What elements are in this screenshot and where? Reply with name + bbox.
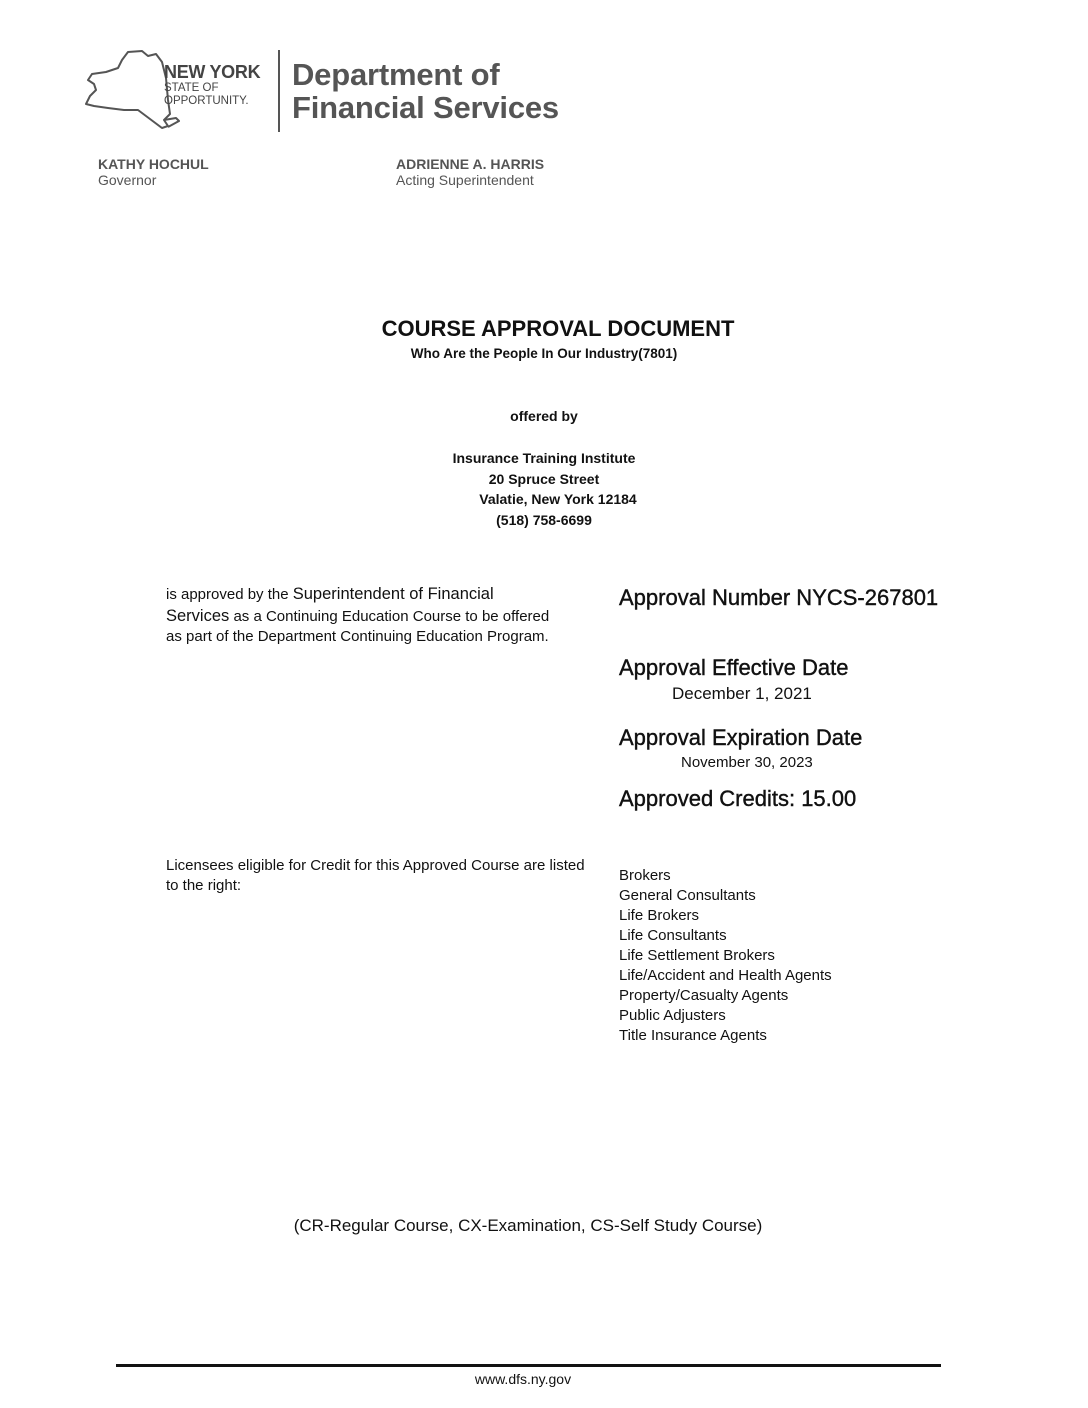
superintendent-title: Acting Superintendent — [396, 172, 534, 188]
footer-url: www.dfs.ny.gov — [474, 1371, 572, 1387]
offered-by-label: offered by — [510, 408, 578, 424]
logo-tagline-line1: STATE OF — [164, 82, 219, 94]
provider-name: Insurance Training Institute — [452, 450, 636, 466]
provider-street: 20 Spruce Street — [488, 470, 600, 487]
document-title: COURSE APPROVAL DOCUMENT — [381, 316, 735, 341]
governor-title: Governor — [98, 172, 157, 188]
logo-tagline — [164, 82, 249, 108]
department-name — [292, 58, 559, 124]
course-type-legend: (CR-Regular Course, CX-Examination, CS-Self Study Course) — [293, 1216, 763, 1235]
department-name-line1: Department of — [292, 57, 500, 92]
list-item: Public Adjusters — [619, 1007, 726, 1024]
licensee-list — [619, 866, 832, 1046]
logo-tagline-line2: OPPORTUNITY. — [164, 95, 249, 107]
approval-statement-part2: as a Continuing Education Course to be offered as part of the Department Continuing Education Program. — [166, 607, 550, 645]
list-item: Life Brokers — [619, 907, 700, 924]
course-name: Who Are the People In Our Industry(7801) — [410, 346, 678, 361]
approved-credits: Approved Credits: 15.00 — [619, 786, 857, 811]
list-item: General Consultants — [619, 887, 756, 904]
list-item: Title Insurance Agents — [619, 1027, 767, 1044]
governor-name: KATHY HOCHUL — [98, 156, 209, 172]
logo-divider — [278, 50, 280, 132]
list-item: Brokers — [619, 867, 671, 884]
provider-phone: (518) 758-6699 — [496, 511, 592, 528]
governor-block — [98, 156, 209, 188]
list-item: Life Settlement Brokers — [619, 947, 775, 964]
superintendent-block — [396, 156, 544, 188]
approval-statement-big2: Services — [166, 606, 230, 625]
list-item: Life/Accident and Health Agents — [619, 967, 832, 984]
effective-date-label: Approval Effective Date — [619, 655, 849, 680]
approval-statement-big1: Superintendent of Financial — [292, 585, 494, 603]
expiration-date-label: Approval Expiration Date — [619, 725, 863, 750]
department-name-line2: Financial Services — [292, 90, 559, 125]
logo-state-name: NEW YORK — [164, 62, 261, 82]
superintendent-name: ADRIENNE A. HARRIS — [396, 156, 545, 172]
provider-block — [0, 448, 1088, 530]
expiration-date-value: November 30, 2023 — [681, 754, 813, 771]
effective-date-value: December 1, 2021 — [672, 684, 812, 703]
approval-number: Approval Number NYCS-267801 — [619, 585, 939, 610]
provider-city: Valatie, New York 12184 — [479, 491, 637, 507]
list-item: Property/Casualty Agents — [619, 987, 789, 1004]
licensees-intro: Licensees eligible for Credit for this Approved Course are listed to the right: — [166, 857, 585, 894]
list-item: Life Consultants — [619, 927, 727, 944]
approval-statement — [166, 584, 566, 648]
approval-statement-part1: is approved by the — [166, 586, 293, 603]
footer-divider — [116, 1364, 941, 1367]
